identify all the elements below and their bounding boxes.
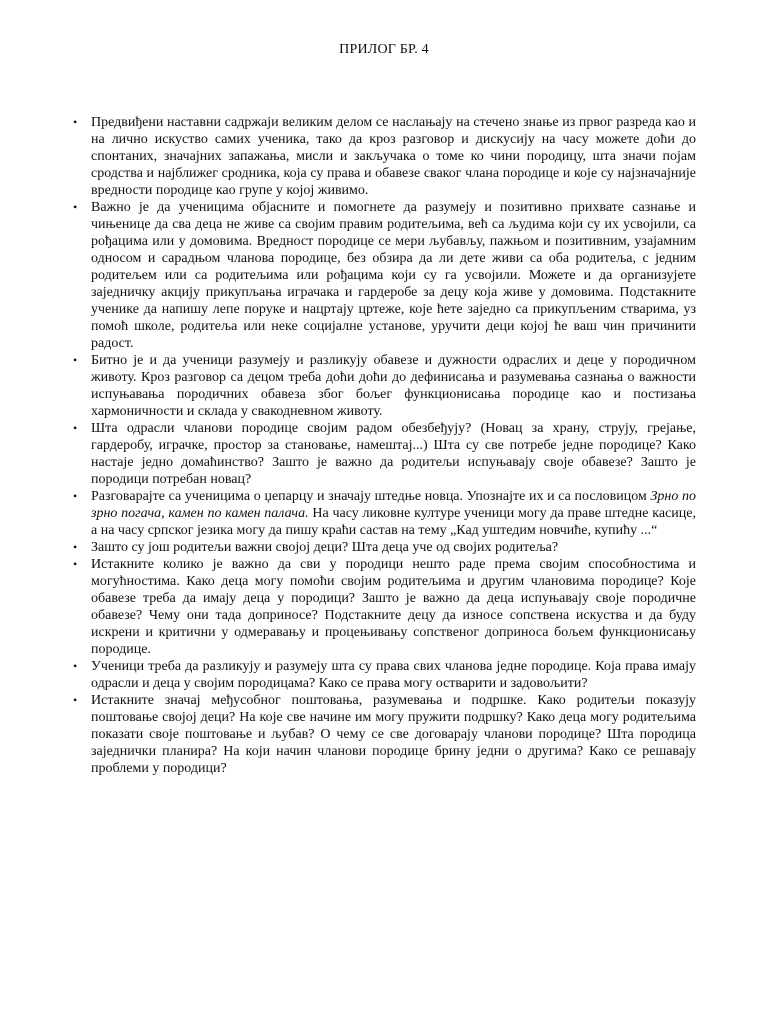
list-item	[73, 658, 696, 692]
list-item	[73, 420, 696, 488]
list-item	[73, 114, 696, 199]
bullet-icon: •	[73, 421, 78, 435]
list-item-text: Предвиђени наставни садржаји великим делом се наслањају на стечено знање из првог разреда као и на лично искуство самих ученика, тако да кроз разговор и дискусију на часу можете доћи до спонтаних, значајних запажања, мисли и закључака о томе ко чини породицу, шта значи појам сродства и најближег сродника, која су права и обавезе сваког члана породице и које су најзначајније вредности породице као групе у којој живимо.	[91, 115, 696, 198]
list-item	[73, 692, 696, 777]
list-item-text: Зашто су још родитељи важни својој деци? Шта деца уче од својих родитеља?	[91, 540, 559, 555]
bullet-icon: •	[73, 693, 78, 707]
list-item	[73, 352, 696, 420]
list-item-text: Ученици треба да разликују и разумеју шта су права свих чланова једне породице. Која права имају одрасли и деца у својим породицама? Како се права могу остварити и задовољити?	[91, 659, 696, 691]
list-item	[73, 539, 696, 556]
list-item-text: Истакните колико је важно да сви у породици нешто раде према својим способностима и могућностима. Како деца могу помоћи својим родитељима и другим члановима породице? Које обавезе треба да имају деца у породици? Зашто је важно да деца испуњавају своје породичне обавезе? Чему они тада доприносе? Подстакните децу да износе сопствена искуства и да буду искрени и критични у одмеравању и процењивању сопственог доприноса бољем функционисању породице.	[91, 557, 696, 657]
bullet-icon: •	[73, 115, 78, 129]
list-item	[73, 556, 696, 658]
list-item-text-continued: На часу ликовне културе ученици могу да праве штедне касице, а на часу српског језика могу да пишу краћи састав на тему „Кад уштедим новчиће, купићу ...“	[91, 506, 696, 538]
bullet-list	[73, 114, 696, 777]
list-item	[73, 199, 696, 352]
list-item-text: Разговарајте са ученицима о џепарцу и значају штедње новца. Упознајте их и са пословицом	[91, 489, 651, 504]
bullet-icon: •	[73, 489, 78, 503]
list-item-text: Важно је да ученицима објасните и помогнете да разумеју и позитивно прихвате сазнање и чињенице да сва деца не живе са својим правим родитељима, већ са људима који су их усвојили, са рођацима или у домовима. Вредност породице се мери љубављу, пажњом и позитивним, узајамним односом и сарадњом чланова породице, без обзира да ли дете живи са оба родитеља, с једним родитељем или са родитељима или рођацима који су га усвојили. Можете и да организујете заједничку акцију прикупљања играчака и гардеробе за децу која живе у домовима. Подстакните ученике да напишу лепе поруке и нацртају цртеже, које ћете заједно са прикупљеним стварима, уз помоћ школе, родитеља или неке социјалне установе, уручити деци којој ће ваш чин причинити радост.	[91, 200, 696, 351]
list-item	[73, 488, 696, 539]
list-item-text: Битно је и да ученици разумеју и разликују обавезе и дужности одраслих и деце у породичном животу. Кроз разговор са децом треба доћи доћи до дефинисања и разумевања сазнања о важности испуњавања породичних обавеза због бољег функционисања породице као и постизања хармоничности и склада у свакодневном животу.	[91, 353, 696, 419]
bullet-icon: •	[73, 540, 78, 554]
page-title: ПРИЛОГ БР. 4	[339, 42, 429, 57]
bullet-icon: •	[73, 353, 78, 367]
bullet-icon: •	[73, 557, 78, 571]
list-item-text: Шта одрасли чланови породице својим радом обезбеђују? (Новац за храну, струју, грејање, гардеробу, играчке, простор за становање, намештај...) Шта су све потребе једне породице? Како настаје једно домаћинство? Зашто је важно да родитељи испуњавају своје обавезе? Зашто је породици потребан новац?	[91, 421, 696, 487]
list-item-text: Истакните значај међусобног поштовања, разумевања и подршке. Како родитељи показују поштовање својој деци? На које све начине им могу пружити подршку? Како деца могу родитељима показати своје поштовање и љубав? О чему се све договарају чланови породице? Шта породица заједнички планира? На који начин чланови породице брину једни о другима? Како се решавају проблеми у породици?	[91, 693, 696, 776]
bullet-icon: •	[73, 200, 78, 214]
bullet-icon: •	[73, 659, 78, 673]
proverb-text: Зрно по зрно погача, камен по камен палача.	[91, 489, 696, 521]
